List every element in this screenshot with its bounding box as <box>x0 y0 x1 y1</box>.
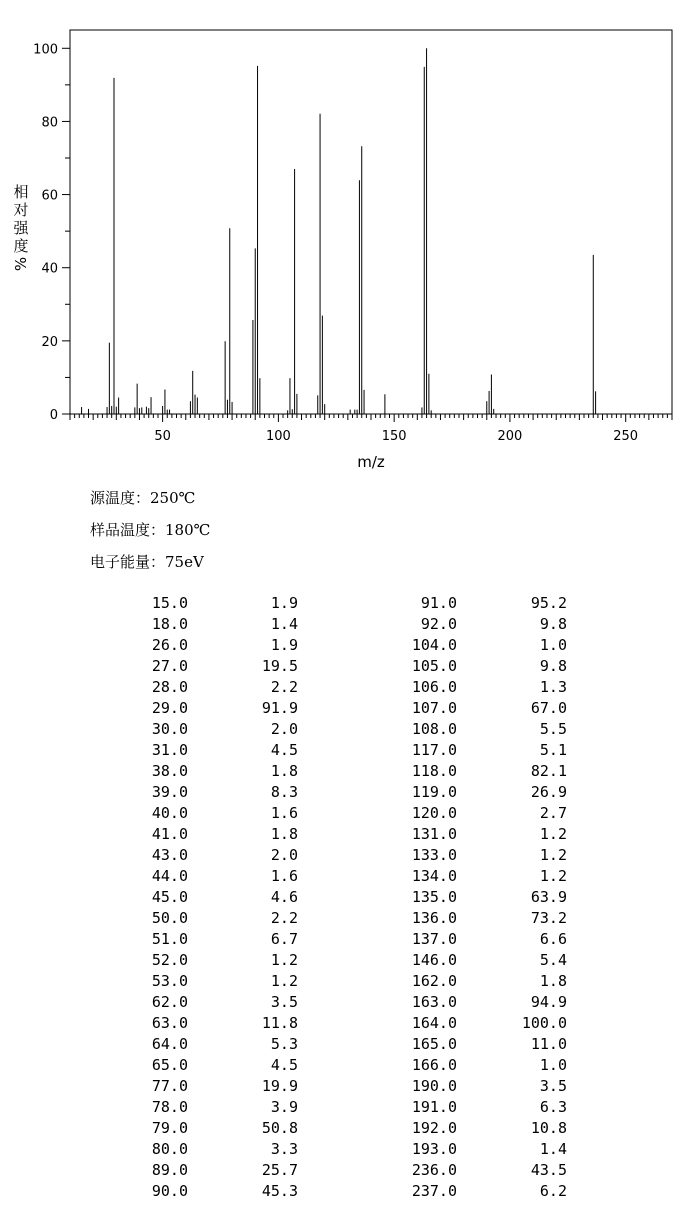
mz-value: 117.0 <box>411 741 457 759</box>
intensity-value: 1.9 <box>270 636 298 654</box>
intensity-value: 4.5 <box>270 1056 298 1074</box>
table-row <box>0 614 696 635</box>
mz-value: 118.0 <box>411 762 457 780</box>
mz-value: 78.0 <box>151 1098 188 1116</box>
mz-value: 162.0 <box>411 972 457 990</box>
x-tick-label: 50 <box>154 429 171 444</box>
mz-value: 51.0 <box>151 930 188 948</box>
table-row <box>0 824 696 845</box>
mz-value: 15.0 <box>151 594 188 612</box>
y-tick-label: 40 <box>41 261 58 277</box>
table-row <box>0 656 696 677</box>
table-row <box>0 845 696 866</box>
intensity-value: 3.5 <box>539 1077 567 1095</box>
table-row <box>0 971 696 992</box>
mz-value: 136.0 <box>411 909 457 927</box>
mz-value: 104.0 <box>411 636 457 654</box>
condition-source-temp <box>90 487 195 508</box>
x-tick-label: 100 <box>265 429 291 444</box>
mz-value: 166.0 <box>411 1056 457 1074</box>
x-tick-label: 200 <box>497 429 523 444</box>
mass-spectrum-chart <box>0 0 696 480</box>
mz-value: 163.0 <box>411 993 457 1011</box>
y-tick-label: 60 <box>41 188 58 204</box>
intensity-value: 1.9 <box>270 594 298 612</box>
mz-value: 164.0 <box>411 1014 457 1032</box>
mz-value: 89.0 <box>151 1161 188 1179</box>
table-row <box>0 1097 696 1118</box>
intensity-value: 1.4 <box>539 1140 567 1158</box>
mz-value: 43.0 <box>151 846 188 864</box>
mz-value: 29.0 <box>151 699 188 717</box>
mz-value: 63.0 <box>151 1014 188 1032</box>
intensity-value: 9.8 <box>539 657 567 675</box>
intensity-value: 6.6 <box>539 930 567 948</box>
intensity-value: 3.5 <box>270 993 298 1011</box>
intensity-value: 1.0 <box>539 636 567 654</box>
mz-value: 131.0 <box>411 825 457 843</box>
intensity-value: 63.9 <box>530 888 567 906</box>
intensity-value: 10.8 <box>530 1119 567 1137</box>
intensity-value: 6.7 <box>270 930 298 948</box>
intensity-value: 1.2 <box>270 951 298 969</box>
intensity-value: 43.5 <box>530 1161 567 1179</box>
mz-value: 193.0 <box>411 1140 457 1158</box>
y-axis-label <box>10 183 32 273</box>
y-tick-label: 100 <box>33 42 58 58</box>
mz-value: 135.0 <box>411 888 457 906</box>
x-tick-label: 150 <box>381 429 407 444</box>
y-tick-label: 80 <box>41 115 58 131</box>
x-axis-label: m/z <box>357 453 385 471</box>
y-axis-unit: % <box>11 256 30 272</box>
intensity-value: 73.2 <box>530 909 567 927</box>
intensity-value: 2.0 <box>270 720 298 738</box>
mz-value: 146.0 <box>411 951 457 969</box>
mz-value: 106.0 <box>411 678 457 696</box>
intensity-value: 3.9 <box>270 1098 298 1116</box>
condition-label: 电子能量： <box>90 553 166 571</box>
mz-value: 119.0 <box>411 783 457 801</box>
mz-value: 236.0 <box>411 1161 457 1179</box>
mz-value: 134.0 <box>411 867 457 885</box>
mz-value: 38.0 <box>151 762 188 780</box>
table-row <box>0 782 696 803</box>
mz-value: 192.0 <box>411 1119 457 1137</box>
condition-value: 250℃ <box>150 489 196 507</box>
intensity-value: 1.8 <box>270 825 298 843</box>
mz-value: 28.0 <box>151 678 188 696</box>
y-axis-label-text: 相对强度 <box>13 183 29 255</box>
mz-value: 107.0 <box>411 699 457 717</box>
mz-value: 45.0 <box>151 888 188 906</box>
intensity-value: 6.3 <box>539 1098 567 1116</box>
intensity-value: 6.2 <box>539 1182 567 1200</box>
intensity-value: 95.2 <box>530 594 567 612</box>
mz-value: 52.0 <box>151 951 188 969</box>
mz-value: 108.0 <box>411 720 457 738</box>
intensity-value: 91.9 <box>261 699 298 717</box>
intensity-value: 5.1 <box>539 741 567 759</box>
intensity-value: 1.2 <box>270 972 298 990</box>
intensity-value: 50.8 <box>261 1119 298 1137</box>
mz-value: 90.0 <box>151 1182 188 1200</box>
condition-value: 180℃ <box>165 521 211 539</box>
intensity-value: 2.7 <box>539 804 567 822</box>
intensity-value: 67.0 <box>530 699 567 717</box>
table-row <box>0 698 696 719</box>
condition-sample-temp <box>90 519 210 540</box>
mz-value: 41.0 <box>151 825 188 843</box>
table-row <box>0 719 696 740</box>
intensity-value: 5.4 <box>539 951 567 969</box>
mz-value: 53.0 <box>151 972 188 990</box>
table-row <box>0 950 696 971</box>
intensity-value: 94.9 <box>530 993 567 1011</box>
table-row <box>0 908 696 929</box>
mz-value: 133.0 <box>411 846 457 864</box>
mz-value: 64.0 <box>151 1035 188 1053</box>
intensity-value: 82.1 <box>530 762 567 780</box>
intensity-value: 1.0 <box>539 1056 567 1074</box>
mz-value: 26.0 <box>151 636 188 654</box>
intensity-value: 25.7 <box>261 1161 298 1179</box>
mz-value: 62.0 <box>151 993 188 1011</box>
x-axis-ticks <box>70 414 672 444</box>
mz-value: 105.0 <box>411 657 457 675</box>
table-row <box>0 635 696 656</box>
condition-label: 源温度： <box>90 489 151 507</box>
intensity-value: 1.4 <box>270 615 298 633</box>
table-row <box>0 887 696 908</box>
intensity-value: 4.6 <box>270 888 298 906</box>
table-row <box>0 593 696 614</box>
intensity-value: 1.8 <box>539 972 567 990</box>
mz-value: 79.0 <box>151 1119 188 1137</box>
intensity-value: 3.3 <box>270 1140 298 1158</box>
table-row <box>0 1160 696 1181</box>
table-row <box>0 740 696 761</box>
mz-value: 91.0 <box>420 594 457 612</box>
table-row <box>0 677 696 698</box>
intensity-value: 1.2 <box>539 846 567 864</box>
intensity-value: 19.5 <box>261 657 298 675</box>
mz-value: 40.0 <box>151 804 188 822</box>
intensity-value: 11.0 <box>530 1035 567 1053</box>
table-row <box>0 1034 696 1055</box>
intensity-value: 1.3 <box>539 678 567 696</box>
intensity-value: 1.2 <box>539 825 567 843</box>
spectrum-peaks <box>82 48 596 414</box>
table-row <box>0 761 696 782</box>
x-tick-label: 250 <box>613 429 639 444</box>
intensity-value: 5.5 <box>539 720 567 738</box>
condition-electron-energy <box>90 551 204 572</box>
mz-value: 44.0 <box>151 867 188 885</box>
table-row <box>0 866 696 887</box>
intensity-value: 2.2 <box>270 909 298 927</box>
intensity-value: 1.6 <box>270 804 298 822</box>
intensity-value: 9.8 <box>539 615 567 633</box>
mz-value: 137.0 <box>411 930 457 948</box>
intensity-value: 1.8 <box>270 762 298 780</box>
intensity-value: 26.9 <box>530 783 567 801</box>
y-axis-ticks <box>33 42 70 423</box>
mz-value: 50.0 <box>151 909 188 927</box>
table-row <box>0 1013 696 1034</box>
mz-value: 65.0 <box>151 1056 188 1074</box>
table-row <box>0 803 696 824</box>
mz-value: 237.0 <box>411 1182 457 1200</box>
table-row <box>0 1055 696 1076</box>
intensity-value: 8.3 <box>270 783 298 801</box>
plot-frame <box>70 30 672 414</box>
intensity-value: 100.0 <box>521 1014 567 1032</box>
mz-value: 165.0 <box>411 1035 457 1053</box>
intensity-value: 19.9 <box>261 1077 298 1095</box>
mz-value: 191.0 <box>411 1098 457 1116</box>
intensity-value: 2.0 <box>270 846 298 864</box>
intensity-value: 1.2 <box>539 867 567 885</box>
table-row <box>0 992 696 1013</box>
mz-value: 18.0 <box>151 615 188 633</box>
table-row <box>0 1076 696 1097</box>
intensity-value: 4.5 <box>270 741 298 759</box>
intensity-value: 11.8 <box>261 1014 298 1032</box>
mz-value: 190.0 <box>411 1077 457 1095</box>
mz-value: 31.0 <box>151 741 188 759</box>
table-row <box>0 1181 696 1202</box>
mz-value: 39.0 <box>151 783 188 801</box>
table-row <box>0 1118 696 1139</box>
intensity-value: 2.2 <box>270 678 298 696</box>
intensity-value: 1.6 <box>270 867 298 885</box>
mz-value: 77.0 <box>151 1077 188 1095</box>
table-row <box>0 1139 696 1160</box>
y-tick-label: 20 <box>41 334 58 350</box>
condition-value: 75eV <box>165 553 204 571</box>
y-tick-label: 0 <box>49 408 58 423</box>
table-row <box>0 929 696 950</box>
mz-value: 92.0 <box>420 615 457 633</box>
mz-value: 120.0 <box>411 804 457 822</box>
intensity-value: 45.3 <box>261 1182 298 1200</box>
mz-value: 80.0 <box>151 1140 188 1158</box>
mz-value: 30.0 <box>151 720 188 738</box>
mz-value: 27.0 <box>151 657 188 675</box>
condition-label: 样品温度： <box>90 521 166 539</box>
intensity-value: 5.3 <box>270 1035 298 1053</box>
